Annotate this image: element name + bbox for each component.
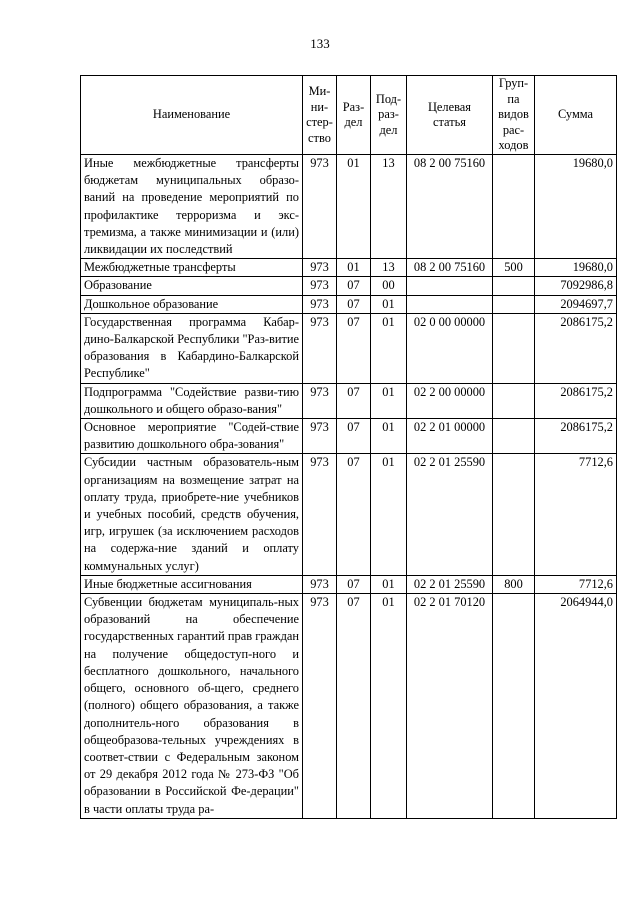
cell-group [493,383,535,418]
page-number: 133 [310,36,330,51]
header-target: Целевая статья [407,76,493,155]
header-subsection: Под- раз- дел [371,76,407,155]
cell-subsection: 01 [371,575,407,593]
cell-group: 500 [493,259,535,277]
header-ministry: Ми- ни- стер- ство [303,76,337,155]
cell-sum: 7092986,8 [535,277,617,295]
cell-target: 08 2 00 75160 [407,259,493,277]
table-row [81,259,617,277]
cell-section: 07 [337,454,371,575]
cell-section: 07 [337,419,371,454]
cell-target: 02 2 01 00000 [407,419,493,454]
cell-name: Иные бюджетные ассигнования [81,575,303,593]
cell-group [493,295,535,313]
cell-sum: 2064944,0 [535,594,617,819]
cell-ministry: 973 [303,295,337,313]
cell-ministry: 973 [303,419,337,454]
cell-section: 07 [337,575,371,593]
cell-ministry: 973 [303,277,337,295]
table-row [81,454,617,575]
cell-target: 02 2 01 25590 [407,454,493,575]
cell-ministry: 973 [303,155,337,259]
table-row [81,575,617,593]
cell-ministry: 973 [303,313,337,383]
table-row [81,277,617,295]
cell-name: Субвенции бюджетам муниципаль-ных образований на обеспечение государственных гарантий прав граждан на получение общедоступ-ного и бесплатного дошкольного, начального общего, основного об-щего, среднего (полного) общего образования, а также дополнитель-ного образования в общеобразова-тельных учреждениях в соответ-ствии с Федеральным законом от 29 декабря 2012 года № 273-ФЗ "Об образовании в Российской Фе-дерации" в части оплаты труда ра- [81,594,303,819]
header-sum: Сумма [535,76,617,155]
cell-target: 02 2 01 25590 [407,575,493,593]
cell-name: Дошкольное образование [81,295,303,313]
cell-ministry: 973 [303,454,337,575]
cell-sum: 19680,0 [535,155,617,259]
cell-sum: 2086175,2 [535,383,617,418]
table-row [81,594,617,819]
table-row [81,383,617,418]
cell-subsection: 01 [371,313,407,383]
table-row [81,419,617,454]
table-header [81,76,617,155]
header-section: Раз- дел [337,76,371,155]
cell-group [493,419,535,454]
cell-section: 01 [337,155,371,259]
header-name: Наименование [81,76,303,155]
header-group: Груп- па видов рас- ходов [493,76,535,155]
cell-subsection: 13 [371,259,407,277]
cell-subsection: 01 [371,295,407,313]
cell-subsection: 01 [371,454,407,575]
cell-target: 02 2 00 00000 [407,383,493,418]
cell-sum: 7712,6 [535,575,617,593]
cell-name: Государственная программа Кабар-дино-Балкарской Республики "Раз-витие образования в Кабардино-Балкарской Республике" [81,313,303,383]
cell-subsection: 01 [371,419,407,454]
cell-subsection: 01 [371,594,407,819]
cell-group [493,313,535,383]
cell-group [493,155,535,259]
cell-name: Образование [81,277,303,295]
cell-sum: 19680,0 [535,259,617,277]
cell-group [493,594,535,819]
cell-subsection: 13 [371,155,407,259]
cell-ministry: 973 [303,383,337,418]
cell-section: 01 [337,259,371,277]
cell-name: Субсидии частным образователь-ным организациям на возмещение затрат на оплату труда, приобрете-ние учебников и учебных пособий, средств обучения, игр, игрушек (за исключением расходов на содержа-ние зданий и оплату коммунальных услуг) [81,454,303,575]
cell-name: Межбюджетные трансферты [81,259,303,277]
cell-name: Подпрограмма "Содействие разви-тию дошкольного и общего образо-вания" [81,383,303,418]
cell-ministry: 973 [303,575,337,593]
cell-group [493,454,535,575]
cell-name: Основное мероприятие "Содей-ствие развитию дошкольного обра-зования" [81,419,303,454]
cell-group: 800 [493,575,535,593]
cell-target: 02 0 00 00000 [407,313,493,383]
header-row [81,76,617,155]
cell-section: 07 [337,313,371,383]
cell-group [493,277,535,295]
cell-target: 08 2 00 75160 [407,155,493,259]
table-row [81,155,617,259]
cell-target [407,277,493,295]
cell-sum: 2086175,2 [535,419,617,454]
cell-ministry: 973 [303,259,337,277]
cell-section: 07 [337,295,371,313]
cell-sum: 2086175,2 [535,313,617,383]
cell-sum: 2094697,7 [535,295,617,313]
cell-section: 07 [337,383,371,418]
cell-subsection: 01 [371,383,407,418]
cell-target: 02 2 01 70120 [407,594,493,819]
budget-table [80,75,617,819]
cell-name: Иные межбюджетные трансферты бюджетам муниципальных образо-ваний на проведение мероприятий по профилактике терроризма и экс-тремизма, а также минимизации и (или) ликвидации их последствий [81,155,303,259]
cell-sum: 7712,6 [535,454,617,575]
table-body [81,155,617,819]
cell-section: 07 [337,277,371,295]
cell-target [407,295,493,313]
cell-ministry: 973 [303,594,337,819]
cell-subsection: 00 [371,277,407,295]
table-row [81,313,617,383]
table-row [81,295,617,313]
cell-section: 07 [337,594,371,819]
